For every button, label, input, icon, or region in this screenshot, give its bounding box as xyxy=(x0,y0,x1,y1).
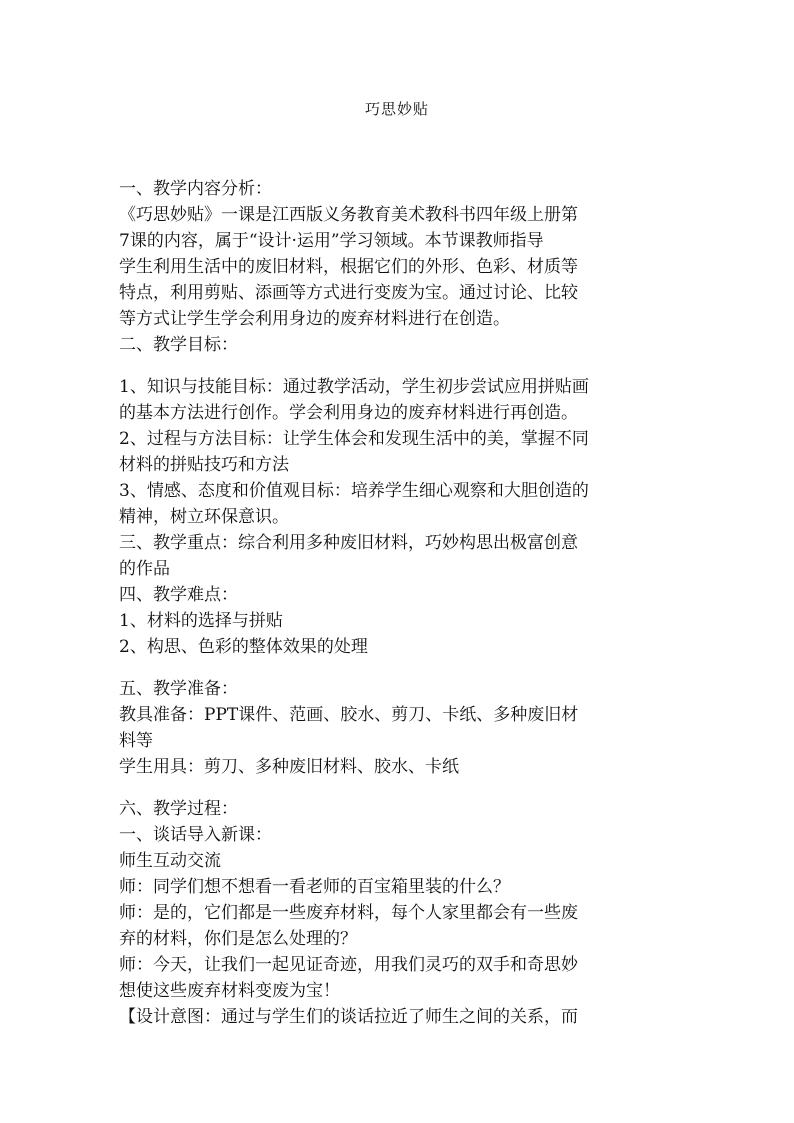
section-heading-key-points: 三、教学重点：综合利用多种废旧材料，巧妙构思出极富创意 xyxy=(119,533,578,553)
document-body xyxy=(119,176,675,1030)
paragraph-line: 想使这些废弃材料变废为宝！ xyxy=(119,981,340,1001)
subsection-heading-introduction: 一、谈话导入新课： xyxy=(119,825,272,845)
paragraph-line: 师：是的，它们都是一些废弃材料，每个人家里都会有一些废 xyxy=(119,903,578,923)
paragraph-line: 1、知识与技能目标：通过教学活动，学生初步尝试应用拼贴画 xyxy=(119,377,589,397)
paragraph-line: 7课的内容，属于“设计·运用”学习领域。本节课教师指导 xyxy=(119,231,544,251)
paragraph-line: 的基本方法进行创作。学会利用身边的废弃材料进行再创造。 xyxy=(119,403,578,423)
paragraph-line: 2、构思、色彩的整体效果的处理 xyxy=(119,637,368,657)
document-title: 巧思妙贴 xyxy=(364,100,429,118)
paragraph-gap xyxy=(119,660,675,676)
paragraph-line: 等方式让学生学会利用身边的废弃材料进行在创造。 xyxy=(119,309,510,329)
paragraph-line: 2、过程与方法目标：让学生体会和发现生活中的美，掌握不同 xyxy=(119,429,589,449)
paragraph-line: 弃的材料，你们是怎么处理的？ xyxy=(119,929,357,949)
section-heading-preparation: 五、教学准备： xyxy=(119,679,238,699)
paragraph-line: 教具准备：PPT课件、范画、胶水、剪刀、卡纸、多种废旧材 xyxy=(119,705,579,725)
paragraph-line: 特点，利用剪贴、添画等方式进行变废为宝。通过讨论、比较 xyxy=(119,283,578,303)
section-heading-teaching-process: 六、教学过程： xyxy=(119,799,238,819)
paragraph-line: 1、材料的选择与拼贴 xyxy=(119,611,283,631)
paragraph-line: 学生用具：剪刀、多种废旧材料、胶水、卡纸 xyxy=(119,757,459,777)
paragraph-line: 学生利用生活中的废旧材料，根据它们的外形、色彩、材质等 xyxy=(119,257,578,277)
paragraph-line: 师：同学们想不想看一看老师的百宝箱里装的什么？ xyxy=(119,877,510,897)
paragraph-gap xyxy=(119,358,675,374)
paragraph-line: 师：今天，让我们一起见证奇迹，用我们灵巧的双手和奇思妙 xyxy=(119,955,578,975)
paragraph-line: 3、情感、态度和价值观目标：培养学生细心观察和大胆创造的 xyxy=(119,481,589,501)
paragraph-line: 材料的拼贴技巧和方法 xyxy=(119,455,289,475)
paragraph-gap xyxy=(119,780,675,796)
section-heading-teaching-goals: 二、教学目标： xyxy=(119,335,238,355)
paragraph-line: 《巧思妙贴》一课是江西版义务教育美术教科书四年级上册第 xyxy=(119,205,578,225)
section-heading-content-analysis: 一、教学内容分析： xyxy=(119,179,272,199)
section-heading-difficulties: 四、教学难点： xyxy=(119,585,238,605)
paragraph-line: 精神，树立环保意识。 xyxy=(119,507,289,527)
paragraph-line: 料等 xyxy=(119,731,153,751)
paragraph-line: 【设计意图：通过与学生们的谈话拉近了师生之间的关系，而 xyxy=(119,1007,578,1027)
paragraph-line: 师生互动交流 xyxy=(119,851,221,871)
paragraph-line: 的作品 xyxy=(119,559,170,579)
